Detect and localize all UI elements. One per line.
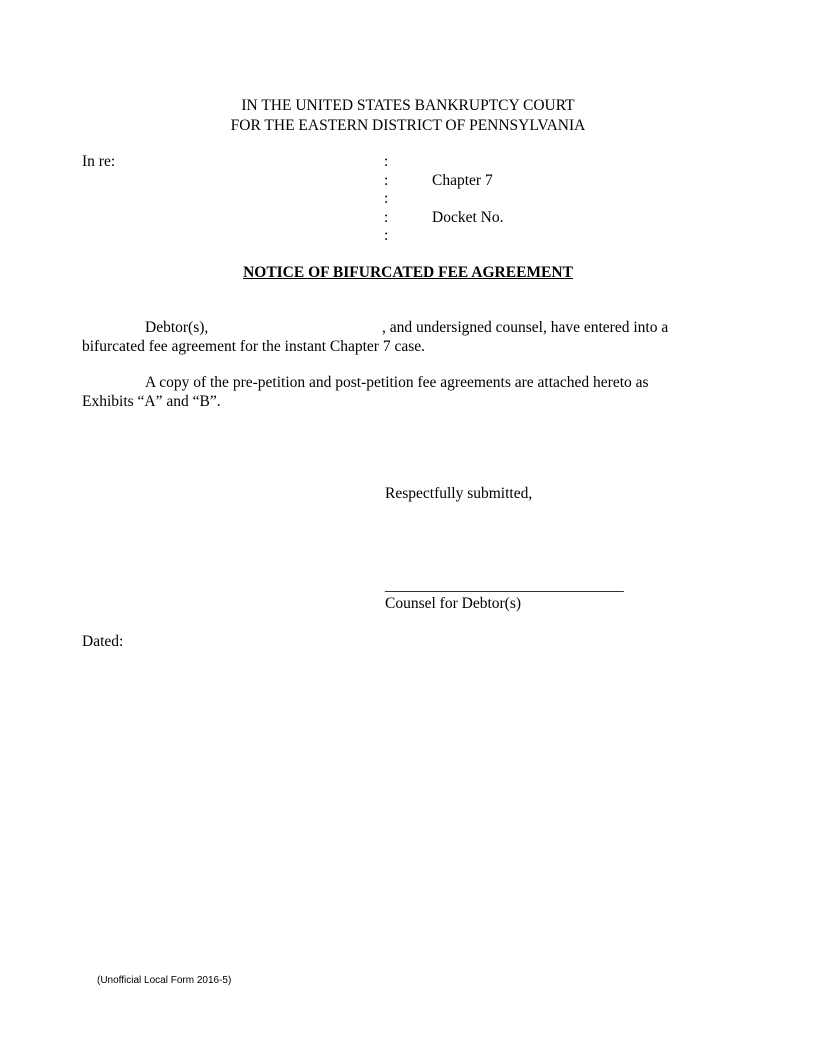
paragraph2-line2: Exhibits “A” and “B”. <box>82 393 221 410</box>
caption-colon: : <box>384 153 389 170</box>
dated-label: Dated: <box>82 633 124 650</box>
paragraph1-line2: bifurcated fee agreement for the instant Chapter 7 case. <box>82 338 425 355</box>
debtor-label: Debtor(s), <box>145 319 209 336</box>
form-footer: (Unofficial Local Form 2016-5) <box>97 975 232 986</box>
signature-line: ________________________________ <box>385 577 624 594</box>
document-title: NOTICE OF BIFURCATED FEE AGREEMENT <box>243 264 573 281</box>
court-name-line1: IN THE UNITED STATES BANKRUPTCY COURT <box>241 97 575 114</box>
caption-colon: : <box>384 172 389 189</box>
caption-colon: : <box>384 209 389 226</box>
paragraph1-line1-rest: , and undersigned counsel, have entered into a <box>382 319 669 336</box>
paragraph2-line1: A copy of the pre-petition and post-petition fee agreements are attached hereto as <box>145 374 649 391</box>
court-name-line2: FOR THE EASTERN DISTRICT OF PENNSYLVANIA <box>230 117 586 134</box>
caption-colon: : <box>384 190 389 207</box>
closing-text: Respectfully submitted, <box>385 485 533 502</box>
in-re-label: In re: <box>82 153 116 170</box>
docket-label: Docket No. <box>432 209 504 226</box>
caption-colon: : <box>384 227 389 244</box>
counsel-label: Counsel for Debtor(s) <box>385 595 522 612</box>
chapter-label: Chapter 7 <box>432 172 493 189</box>
